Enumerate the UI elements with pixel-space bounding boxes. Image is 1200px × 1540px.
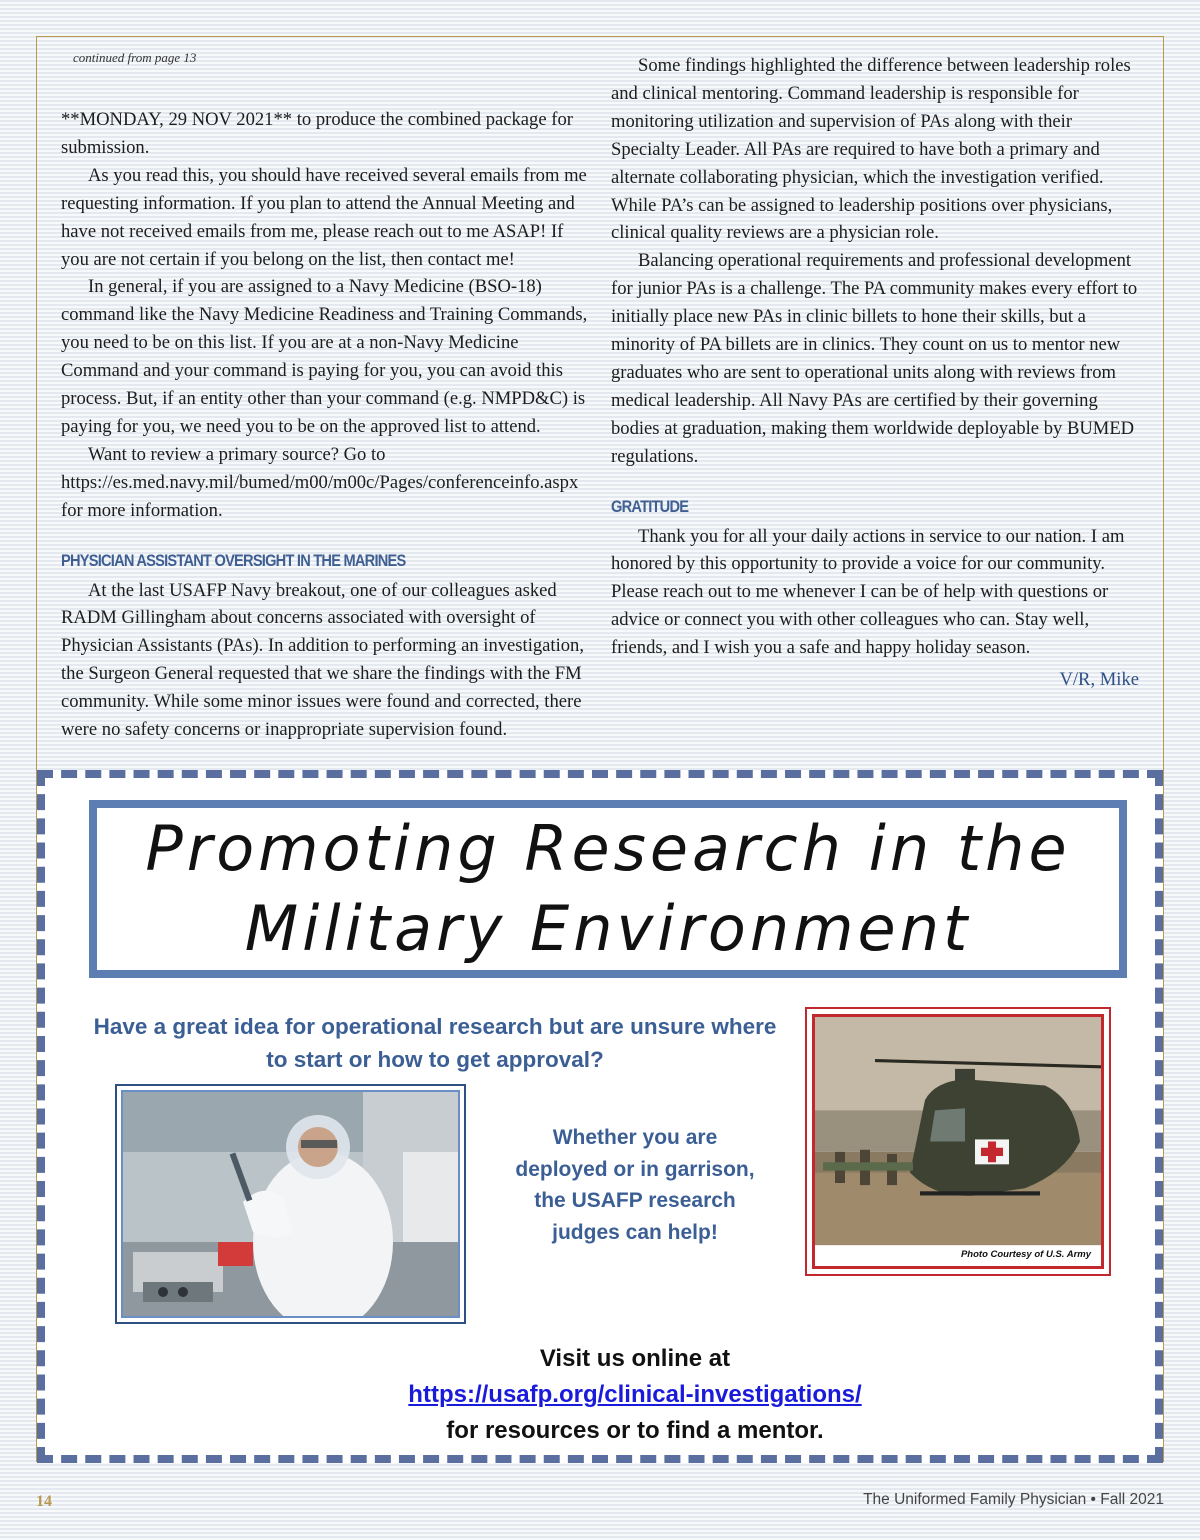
ad-title-box [89,800,1127,978]
paragraph: Balancing operational requirements and professional development for junior PAs is a challenge. The PA community makes every effort to initially place new PAs in clinic billets to hone their skills, but a minority of PA billets are in clinics. They count on us to mentor new graduates who are sent to operational units along with reviews from medical leadership. All Navy PAs are certified by their governing bodies at graduation, making them worldwide deployable by BUMED regulations. [611,250,1138,467]
ad-title-line-2: Military Environment [244,892,972,965]
section-heading-gratitude: GRATITUDE [611,496,689,516]
helicopter-scene-illustration [815,1017,1101,1266]
photo-credit: Photo Courtesy of U.S. Army [960,1249,1091,1260]
paragraph: As you read this, you should have received several emails from me requesting information. If you plan to attend the Annual Meeting and have not received emails from me, please reach out to me ASAP! If you are not certain if you belong on the list, then contact me! [61,164,587,270]
paragraph: Some findings highlighted the difference between leadership roles and clinical mentoring. Command leadership is responsible for monitoring utilization and supervision of PAs along with their Specialty Leader. All PAs are required to have both a primary and alternate collaborating physician, which the investigation verified. While PA’s can be assigned to leadership positions over physicians, clinical quality reviews are a physician role. [611,55,1131,244]
lab-researcher-photo [115,1084,466,1324]
paragraph: **MONDAY, 29 NOV 2021** to produce the combined package for submission. [61,109,573,158]
continued-note: continued from page 13 [73,50,197,65]
ad-middle-text: Whether you are deployed or in garrison, the USAFP research judges can help! [515,1126,755,1244]
page-number: 14 [36,1493,52,1510]
ad-visit-block [235,1341,1035,1449]
clinical-investigations-link[interactable]: https://usafp.org/clinical-investigations/ [408,1381,862,1408]
left-column [61,48,589,744]
ad-title-line-1: Promoting Research in the [145,812,1071,885]
ad-question: Have a great idea for operational research but are unsure where to start or how to get approval? [93,1014,777,1072]
paragraph: Thank you for all your daily actions in service to our nation. I am honored by this opportunity to provide a voice for our community. Please reach out to me whenever I can be of help with questions or advice or connect you with other colleagues who can. Stay well, friends, and I wish you a safe and happy holiday season. [611,525,1125,659]
visit-line: for resources or to find a mentor. [446,1417,824,1444]
helicopter-photo [805,1007,1111,1276]
signature: V/R, Mike [1059,669,1139,691]
paragraph: In general, if you are assigned to a Navy Medicine (BSO-18) command like the Navy Medicine Readiness and Training Commands, you need to be on this list. If you are at a non-Navy Medicine Command and your command is paying for you, you can avoid this process. But, if an entity other than your command (e.g. NMPD&C) is paying for you, we need you to be on the approved list to attend. [61,276,588,437]
right-column [611,52,1139,694]
section-heading-pa-oversight: PHYSICIAN ASSISTANT OVERSIGHT IN THE MARINES [61,550,406,570]
visit-line: Visit us online at [539,1345,731,1372]
publication-footer: The Uniformed Family Physician • Fall 2021 [863,1491,1164,1508]
paragraph: Want to review a primary source? Go to https://es.med.navy.mil/bumed/m00/m00c/Pages/conferenceinfo.aspx for more information. [61,443,579,521]
research-ad [37,770,1163,1463]
lab-scene-illustration [123,1092,458,1316]
paragraph: At the last USAFP Navy breakout, one of our colleagues asked RADM Gillingham about concerns associated with oversight of Physician Assistants (PAs). In addition to performing an investigation, the Surgeon General requested that we share the findings with the FM community. While some minor issues were found and corrected, there were no safety concerns or inappropriate supervision found. [61,579,585,741]
